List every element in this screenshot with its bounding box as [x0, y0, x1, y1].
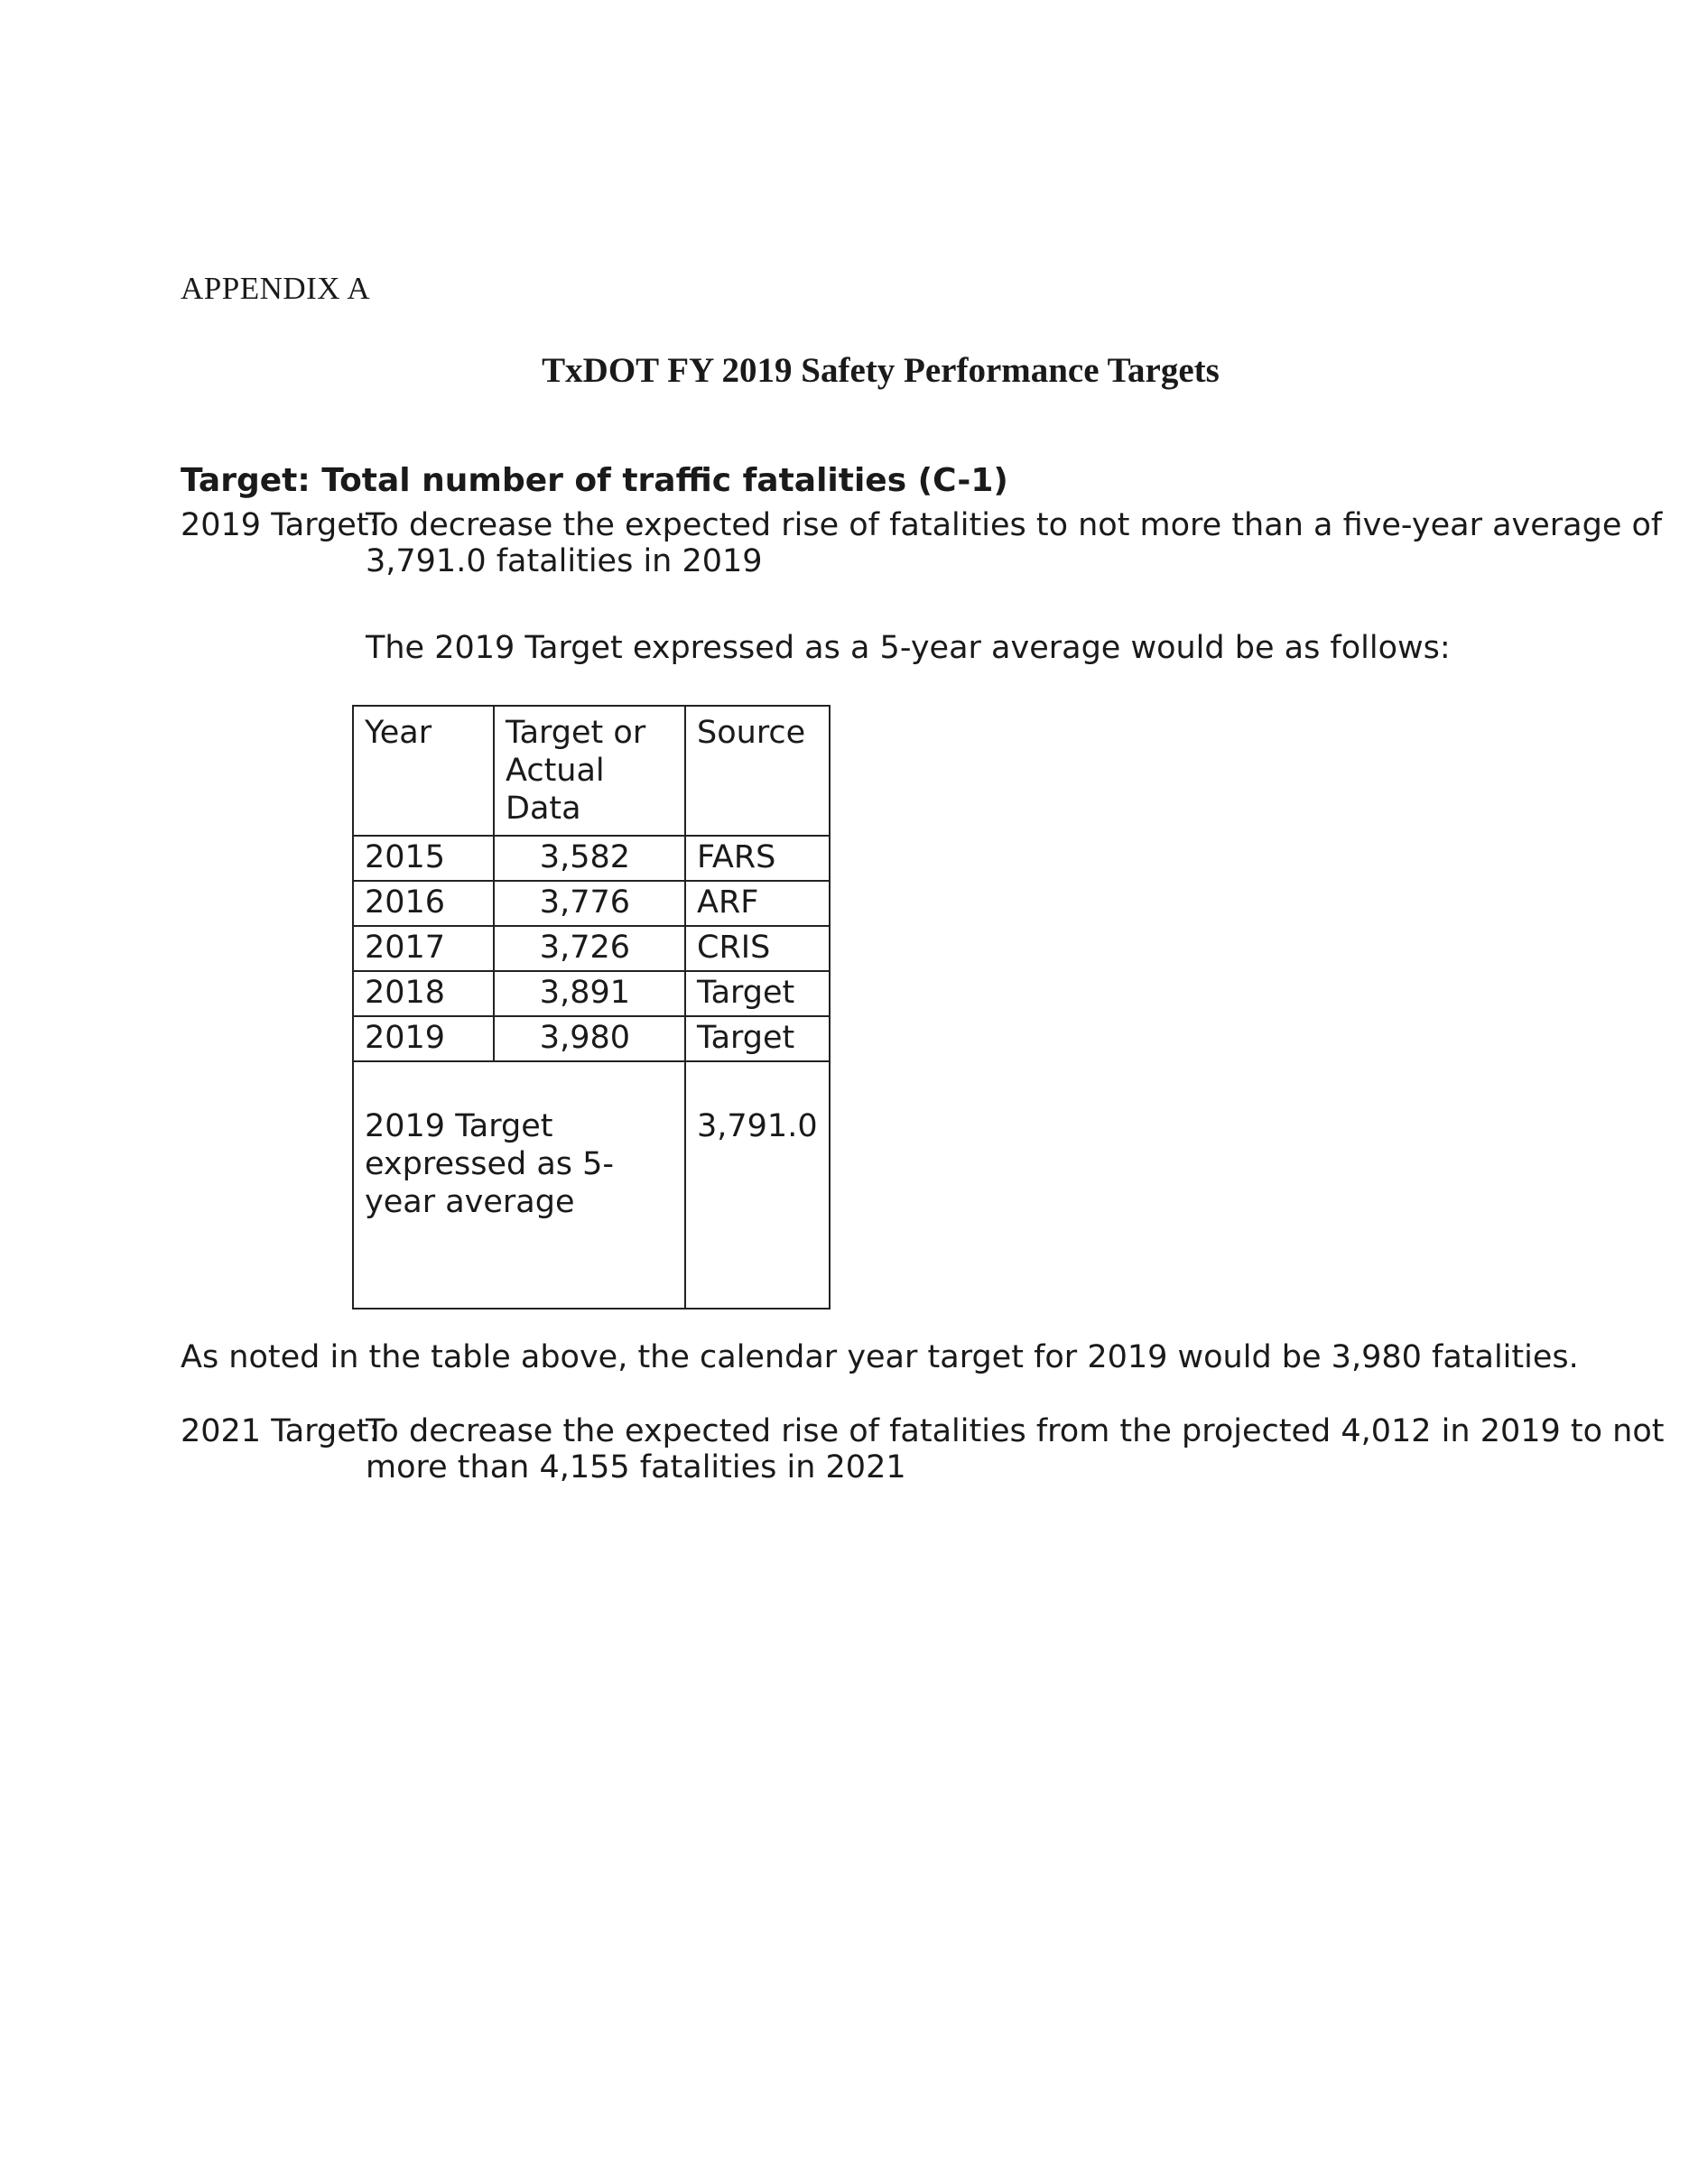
cell-source: Target: [685, 971, 830, 1016]
target-2021-line2: more than 4,155 fatalities in 2021: [366, 1449, 906, 1485]
header-target-or-actual: Target or Actual Data: [494, 706, 685, 836]
target-2019-line1: To decrease the expected rise of fatalities to not more than a five-year average of: [366, 507, 1663, 543]
cell-source: ARF: [685, 881, 830, 926]
fatalities-table: [352, 705, 831, 1309]
target-2019-line2: 3,791.0 fatalities in 2019: [366, 543, 763, 579]
cell-year: 2015: [353, 836, 494, 881]
table-row: [353, 881, 830, 926]
target-2019-text: [366, 507, 1675, 579]
cell-value: 3,726: [494, 926, 685, 971]
header-year: Year: [353, 706, 494, 836]
table-intro: The 2019 Target expressed as a 5-year average would be as follows:: [366, 630, 1451, 666]
cell-value: 3,980: [494, 1016, 685, 1061]
cell-value: 3,776: [494, 881, 685, 926]
average-row: [353, 1061, 830, 1309]
cell-year: 2017: [353, 926, 494, 971]
cell-value: 3,891: [494, 971, 685, 1016]
cell-year: 2019: [353, 1016, 494, 1061]
cell-value: 3,582: [494, 836, 685, 881]
target-2021-line1: To decrease the expected rise of fatalities from the projected 4,012 in 2019 to not: [366, 1413, 1665, 1449]
cell-year: 2018: [353, 971, 494, 1016]
target-2021-label: 2021 Target:: [181, 1413, 380, 1449]
average-value: 3,791.0: [685, 1061, 830, 1309]
table-row: [353, 971, 830, 1016]
cell-source: CRIS: [685, 926, 830, 971]
table-row: [353, 926, 830, 971]
table-row: [353, 836, 830, 881]
noted-paragraph: As noted in the table above, the calendar year target for 2019 would be 3,980 fatalities.: [181, 1339, 1579, 1375]
header-source: Source: [685, 706, 830, 836]
table-row: [353, 1016, 830, 1061]
cell-source: Target: [685, 1016, 830, 1061]
average-label: 2019 Target expressed as 5-year average: [353, 1061, 685, 1309]
target-heading: Target: Total number of traffic fatalities (C-1): [181, 462, 1008, 499]
target-2021-text: [366, 1413, 1675, 1485]
page-title: TxDOT FY 2019 Safety Performance Targets: [542, 351, 1220, 390]
cell-year: 2016: [353, 881, 494, 926]
appendix-label: APPENDIX A: [181, 271, 371, 306]
table-header-row: [353, 706, 830, 836]
target-2019-label: 2019 Target:: [181, 507, 380, 543]
cell-source: FARS: [685, 836, 830, 881]
